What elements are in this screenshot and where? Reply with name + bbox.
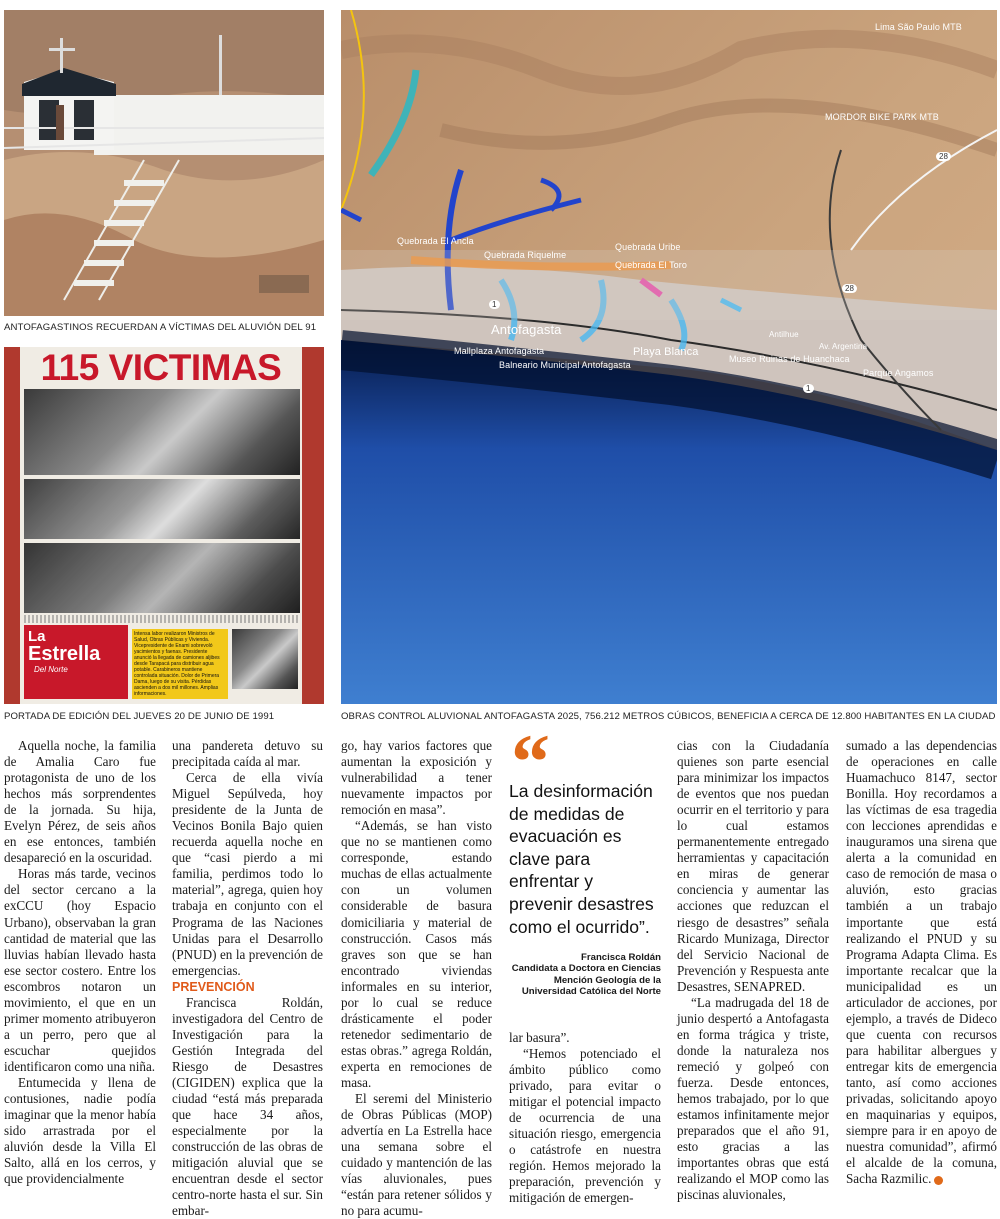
paragraph: lar basura”. <box>509 1030 570 1045</box>
closing-paragraph: sumado a las dependencias de operaciones en calle Huamachuco 8147, sector Bonilla. Hoy recordamos a las víctimas de esa tragedia con lecciones aprendidas e inauguramos una sirena que alerta a la comunidad en caso de remoción de masa o aluvión, esto gracias también a un trabajo importante que está realizando el PNUD y su Programa Adapta Clima. Es importante recalcar que la municipalidad es un articulador de acciones, por ejemplo, a través de Dideco que cuenta con recursos para habilitar albergues y entregar kits de emergencia tanto, así como acciones privadas, solicitando apoyo en maquinarias y equipos, siempre para ir en apoyo de nuestra comunidad”, afirmó el alcalde de la comuna, Sacha Razmilic. <box>846 738 997 1187</box>
paragraph: Entumecida y llena de contusiones, nadie podía imaginar que la menor había sido arrastrada por el aluvión desde la Villa El Salto, allá en los cerros, y que providencialmente <box>4 1074 156 1187</box>
cover-photo-top <box>24 389 300 475</box>
paragraph: “La madrugada del 18 de junio despertó a Antofagasta en forma trágica y triste, donde la naturaleza nos remeció y golpeó con fuerza. Desde entonces, hemos trabajado, por lo que estamos infinitamente mejor preparados que el año 91, esto gracias a las importantes obras que está realizando el MOP como las piscinas aluvionales, <box>677 994 829 1203</box>
map-caption: OBRAS CONTROL ALUVIONAL ANTOFAGASTA 2025, 756.212 METROS CÚBICOS, BENEFICIA A CERCA DE 12.800 HABITANTES EN LA CIUDAD <box>341 711 996 722</box>
article-column-4 <box>509 1030 661 1207</box>
map-label-mall: Mallplaza Antofagasta <box>454 346 545 356</box>
article-column-6 <box>846 738 997 1187</box>
route-badge-1-left: 1 <box>489 300 500 309</box>
map-label-toro: Quebrada El Toro <box>615 260 687 270</box>
article-column-2 <box>172 738 323 1219</box>
paragraph: una pandereta detuvo su precipitada caída al mar. <box>172 738 323 770</box>
map-label-uribe: Quebrada Uribe <box>615 242 681 252</box>
paragraph: Cerca de ella vivía Miguel Sepúlveda, hoy presidente de la Junta de Vecinos Bonila Bajo quien recuerda aquella noche en que “casi pierdo a mi familia, perdimos todo lo material”, agrega, quien hoy trabaja en conjunto con el Programa de las Naciones Unidas para el Desarrollo (PNUD) en la prevención de emergencias. <box>172 770 323 978</box>
map-label-balneario: Balneario Municipal Antofagasta <box>499 360 631 370</box>
quote-role: Universidad Católica del Norte <box>521 985 661 997</box>
chapel-caption: ANTOFAGASTINOS RECUERDAN A VÍCTIMAS DEL ALUVIÓN DEL 91 <box>4 322 317 333</box>
cover-small-text <box>24 615 300 623</box>
logo-la: La <box>28 628 46 645</box>
quote-mark-icon: “ <box>511 718 550 805</box>
map-label-antilhue: Antilhue <box>769 330 799 339</box>
route-badge-1-right: 1 <box>803 384 814 393</box>
map-label-ancla: Quebrada El Ancla <box>397 236 474 246</box>
article-column-3 <box>341 738 492 1219</box>
paragraph: cias con la Ciudadanía quienes son parte esencial para minimizar los impactos de eventos que nos puedan ocurrir en el territorio y para lo cual estamos permanentemente entregado herramientas y capacitación en miras de generar conciencia y aumentar las acciones que reduzcan el riesgo de desastres” señala Ricardo Munizaga, Director del Servicio Nacional de Prevención y Respuesta ante Desastres, SENAPRED. <box>677 738 829 994</box>
map-label-playa: Playa Blanca <box>633 346 699 358</box>
map-label-mordor: MORDOR BIKE PARK MTB <box>825 112 939 122</box>
map-label-av-argentina: Av. Argentina <box>819 342 868 351</box>
paragraph: go, hay varios factores que aumentan la exposición y vulnerabilidad a tener nuevamente impactos por remoción en masa”. <box>341 738 492 818</box>
end-mark-icon <box>934 1176 943 1185</box>
logo-estrella: Estrella <box>28 643 101 665</box>
cover-photo-bottom <box>24 543 300 613</box>
map-label-mtb: Lima São Paulo MTB <box>875 22 962 32</box>
paragraph: El seremi del Ministerio de Obras Públicas (MOP) advertía en La Estrella hace una semana sobre el cuidado y mantención de las vías aluvionales, pues “están para retener sólidos y no para acumu- <box>341 1091 492 1219</box>
cover-photo-small <box>232 629 298 689</box>
map-label-city: Antofagasta <box>491 322 562 337</box>
map-label-parque: Parque Angamos <box>863 368 934 378</box>
cover-caption: PORTADA DE EDICIÓN DEL JUEVES 20 DE JUNIO DE 1991 <box>4 711 275 722</box>
route-badge-28-bottom: 28 <box>842 284 857 293</box>
quote-author: Francisca Roldán <box>581 952 661 964</box>
quote-role: Candidata a Doctora en Ciencias <box>511 963 661 975</box>
map-label-museo: Museo Ruinas de Huanchaca <box>729 354 850 364</box>
quote-attribution <box>509 952 661 997</box>
cover-photo-middle <box>24 479 300 539</box>
chapel-photo <box>4 10 324 316</box>
newspaper-cover-photo <box>4 347 324 704</box>
article-column-1 <box>4 738 156 1187</box>
estrella-logo <box>24 625 128 699</box>
logo-sub: Del Norte <box>34 665 68 674</box>
quote-role: Mención Geología de la <box>553 974 661 986</box>
chapel-illustration <box>4 10 324 316</box>
paragraph: Aquella noche, la familia de Amalia Caro fue protagonista de uno de los hechos más sorprendentes de la jornada. Su hija, Evelyn Pérez, de seis años en ese entonces, también desapareció en la oscuridad. <box>4 738 156 866</box>
section-heading: PREVENCIÓN <box>172 979 255 994</box>
paragraph: “Además, se han visto que no se mantienen como corresponde, estando muchas de ellas actualmente con un volumen considerable de basura domiciliaria y material de construcción. Casos más graves son que se han encontrado viviendas informales en su interior, por lo cual se reduce drásticamente el poder retenedor sedimentario de estas obras.” agrega Roldán, experta en remociones de masa. <box>341 818 492 1090</box>
article-column-5 <box>677 738 829 1203</box>
cover-headline: 115 VICTIMAS <box>40 347 282 388</box>
route-badge-28-top: 28 <box>936 152 951 161</box>
cover-yellow-box: Intensa labor realizaron Ministros de Salud, Obras Públicas y Vivienda. Vicepresidente de Enami sobrevoló yacimientos y faenas. Presidente anunció la llegada de camiones aljibes desde Tarapacá para distribuir agua potable. Carabineros mantiene controlada situación. Dolor de Primera Dama, luego de su visita. Pérdidas ascienden a dos mil millones. Amplias informaciones. <box>132 629 228 699</box>
paragraph: “Hemos potenciado el ámbito público como privado, para evitar o mitigar el potencial impacto de ocurrencia de una situación riesgo, emergencia o catástrofe en nuestra región. Hemos mejorado la preparación, prevención y mitigación de emergen- <box>509 1046 661 1206</box>
pull-quote <box>509 718 661 1002</box>
quote-text: La desinformación de medidas de evacuación es clave para enfrentar y prevenir desastres como el ocurrido”. <box>509 781 654 937</box>
paragraph: Horas más tarde, vecinos del sector cercano a la exCCU (hoy Espacio Urbano), observaban la gran cantidad de material que las lluvias habían llevado hasta ese sector costero. Entre los escombros notaron un movimiento, el que en un primer momento atribuyeron a un perro, pero que al escuchar quejidos identificaron como una niña. <box>4 866 156 1074</box>
paragraph <box>846 738 997 1187</box>
satellite-map <box>341 10 997 704</box>
cover-page <box>20 347 302 704</box>
paragraph: Francisca Roldán, investigadora del Centro de Investigación para la Gestión Integrada del Riesgo de Desastres (CIGIDEN) explica que la ciudad “está más preparada que hace 34 años, especialmente por la construcción de las obras de mitigación aluvial que se encuentran desde el sector centro-norte hasta el sur. Sin embar- <box>172 994 323 1219</box>
map-label-riquelme: Quebrada Riquelme <box>484 250 567 260</box>
